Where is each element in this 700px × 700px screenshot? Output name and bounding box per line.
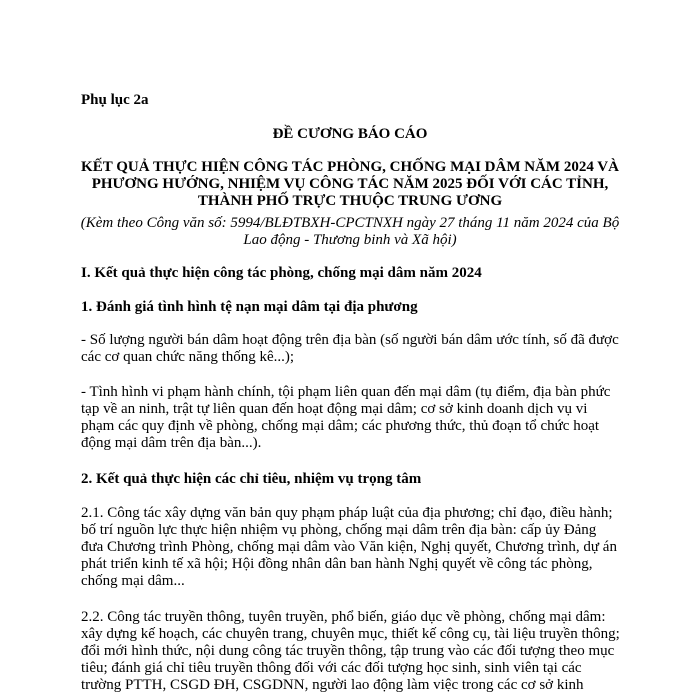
paragraph-line: đưa Chương trình Phòng, chống mại dâm vào Văn kiện, Nghị quyết, Chương trình, dự án [81, 539, 617, 555]
paragraph-line: - Số lượng người bán dâm hoạt động trên địa bàn (số người bán dâm ước tính, số đã được [81, 332, 619, 348]
paragraph-line: trường PTTH, CSGD ĐH, CSGDNN, người lao động làm việc trong các cơ sở kinh [81, 677, 584, 693]
paragraph-line: 2.1. Công tác xây dựng văn bản quy phạm pháp luật của địa phương; chỉ đạo, điều hành; [81, 505, 613, 521]
attachment-line: (Kèm theo Công văn số: 5994/BLĐTBXH-CPCTNXH ngày 27 tháng 11 năm 2024 của Bộ [80, 215, 620, 231]
subtitle-line: THÀNH PHỐ TRỰC THUỘC TRUNG ƯƠNG [197, 193, 503, 209]
paragraph-line: động mại dâm trên địa bàn...). [81, 435, 262, 451]
paragraph-line: 2.2. Công tác truyền thông, tuyên truyền, phổ biến, giáo dục về phòng, chống mại dâm: [81, 609, 606, 625]
paragraph-line: bố trí nguồn lực thực hiện nhiệm vụ phòng, chống mại dâm trên địa bàn: cấp ủy Đảng [81, 522, 597, 538]
paragraph-line: phát triển kinh tế xã hội; Hội đồng nhân dân ban hành Nghị quyết về công tác phòng, [81, 556, 593, 572]
paragraph-line: phạm các quy định về phòng, chống mại dâm; các phương thức, thủ đoạn tổ chức hoạt [81, 418, 600, 434]
subtitle-line: KẾT QUẢ THỰC HIỆN CÔNG TÁC PHÒNG, CHỐNG MẠI DÂM NĂM 2024 VÀ [81, 159, 619, 175]
subsection-2-heading: 2. Kết quả thực hiện các chỉ tiêu, nhiệm vụ trọng tâm [81, 471, 422, 487]
attachment-line: Lao động - Thương binh và Xã hội) [243, 232, 457, 248]
subsection-1-heading: 1. Đánh giá tình hình tệ nạn mại dâm tại địa phương [81, 299, 418, 315]
section-1-heading: I. Kết quả thực hiện công tác phòng, chống mại dâm năm 2024 [81, 265, 482, 281]
paragraph-line: - Tình hình vi phạm hành chính, tội phạm liên quan đến mại dâm (tụ điểm, địa bàn phức [81, 384, 611, 400]
document-title: ĐỀ CƯƠNG BÁO CÁO [272, 126, 428, 142]
paragraph-line: đổi mới hình thức, nội dung công tác truyền thông, tập trung vào các đối tượng theo mục [81, 643, 615, 659]
paragraph-line: các cơ quan chức năng thống kê...); [81, 349, 295, 365]
paragraph-line: tiêu; đánh giá chỉ tiêu truyền thông đối với các đối tượng học sinh, sinh viên tại các [81, 660, 582, 676]
paragraph-line: xây dựng kế hoạch, các chuyên trang, chuyên mục, thiết kế công cụ, tài liệu truyền thông; [81, 626, 620, 642]
paragraph-line: chống mại dâm... [81, 573, 185, 589]
subtitle-line: PHƯƠNG HƯỚNG, NHIỆM VỤ CÔNG TÁC NĂM 2025 ĐỐI VỚI CÁC TỈNH, [91, 176, 609, 192]
appendix-label: Phụ lục 2a [81, 92, 149, 108]
paragraph-line: tạp về an ninh, trật tự liên quan đến hoạt động mại dâm; cơ sở kinh doanh dịch vụ vi [81, 401, 588, 417]
